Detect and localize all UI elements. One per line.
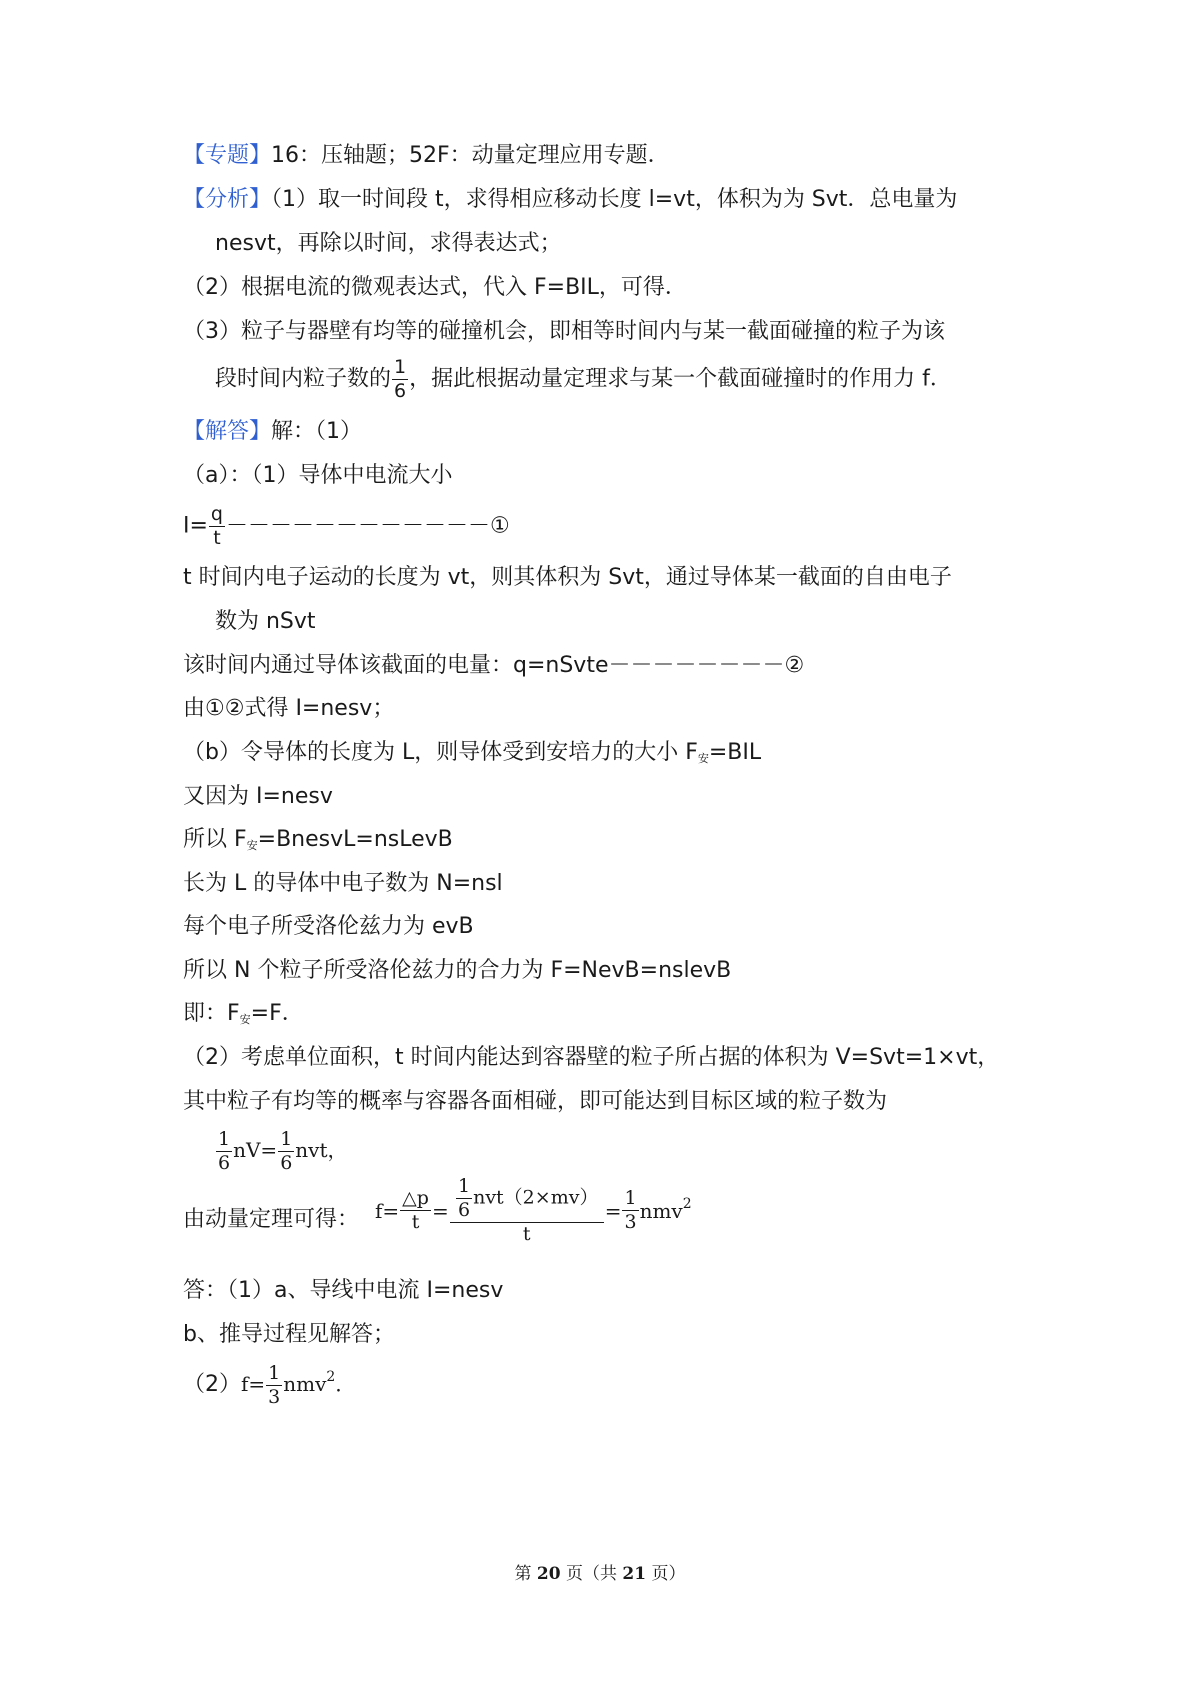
- analysis-line-4: （3）粒子与器壁有均等的碰撞机会，即相等时间内与某一截面碰撞的粒子为该: [183, 319, 945, 344]
- fraction-one-third: $\frac{1}{3}$: [268, 1362, 281, 1408]
- solution-p2-line-2: 其中粒子有均等的概率与容器各面相碰，即可能达到目标区域的粒子数为: [183, 1089, 888, 1114]
- solution-charge-line: 该时间内通过导体该截面的电量：q=nSvte－－－－－－－－②: [183, 653, 805, 678]
- fraction-momentum-big: $\frac{1}{6}$ nvt（2×mv） t: [450, 1177, 604, 1244]
- equation-momentum: f= $\frac{\triangle p}{t}$ = $\frac{1}{6}$ nvt（2×mv） t = $\frac{1}{3}$ nmv$^2$: [375, 1175, 692, 1245]
- solution-tag: 【解答】: [183, 419, 272, 444]
- solution-a-title: （a）：（1）导体中电流大小: [183, 463, 453, 488]
- momentum-label: 由动量定理可得：: [183, 1207, 360, 1232]
- equation-particle-count: $\frac{1}{6}$ nV= $\frac{1}{6}$ nvt，: [218, 1128, 348, 1174]
- solution-total-line: 所以 N 个粒子所受洛伦兹力的合力为 F=NevB=nslevB: [183, 958, 732, 983]
- solution-so-line: 所以 $F_安=BnesvL=nsLevB$: [183, 827, 453, 852]
- fraction-dp-over-t: $\frac{\triangle p}{t}$: [402, 1187, 429, 1233]
- analysis-line-2: nesvt，再除以时间，求得表达式；: [215, 231, 562, 256]
- fraction-one-sixth: $\frac{1}{6}$: [218, 1128, 231, 1174]
- solution-also-line: 又因为 I=nesv: [183, 784, 333, 809]
- topic-text: 16：压轴题；52F：动量定理应用专题．: [271, 143, 670, 168]
- answer-line-1: 答：（1）a、导线中电流 I=nesv: [183, 1278, 504, 1303]
- page-footer: 第 20 页（共 21 页）: [514, 1564, 686, 1584]
- solution-line-1: [183, 417, 362, 447]
- answer-line-2: b、推导过程见解答；: [183, 1322, 395, 1347]
- solution-b-line: （b）令导体的长度为 L，则导体受到安培力的大小 $F_安=BIL$: [183, 740, 762, 765]
- solution-t-line-1: t 时间内电子运动的长度为 vt，则其体积为 Svt，通过导体某一截面的自由电子: [183, 565, 952, 590]
- analysis-line-1: [183, 185, 957, 215]
- solution-lorentz-line: 每个电子所受洛伦兹力为 evB: [183, 914, 474, 939]
- topic-line: [183, 141, 670, 171]
- analysis-tag: 【分析】: [183, 187, 272, 212]
- topic-tag: 【专题】: [183, 143, 272, 168]
- fraction-one-sixth: $\frac{1}{6}$: [280, 1128, 293, 1174]
- page-total: 21: [622, 1564, 647, 1584]
- answer-line-3: （2）f= $\frac{1}{3}$ nmv$^2$．: [183, 1362, 356, 1408]
- solution-t-line-2: 数为 nSvt: [215, 609, 316, 634]
- solution-result-line: 由①②式得 I=nesv；: [183, 696, 395, 721]
- fraction-q-over-t: $\frac{q}{t}$: [210, 503, 223, 549]
- analysis-line-3: （2）根据电流的微观表达式，代入 F=BIL，可得．: [183, 275, 687, 300]
- solution-p2-line-1: （2）考虑单位面积，t 时间内能达到容器壁的粒子所占据的体积为 V=Svt=1×vt，: [183, 1045, 1000, 1070]
- fraction-one-sixth: $\frac{1}{6}$: [394, 356, 407, 402]
- solution-count-line: 长为 L 的导体中电子数为 N=nsl: [183, 871, 503, 896]
- analysis-line-5: [215, 358, 952, 401]
- solution-intro: 解：（1）: [271, 419, 363, 444]
- page-number: 20: [536, 1564, 561, 1584]
- analysis-text-5a: 段时间内粒子数的: [215, 366, 392, 392]
- solution-equal-line: 即：$F_安=F$．: [183, 1001, 304, 1026]
- analysis-text-5b: ，据此根据动量定理求与某一个截面碰撞时的作用力 f．: [409, 366, 952, 392]
- analysis-text-1: （1）取一时间段 t，求得相应移动长度 l=vt，体积为为 Svt．总电量为: [271, 187, 958, 212]
- fraction-one-third: $\frac{1}{3}$: [624, 1187, 637, 1233]
- equation-1: I= $\frac{q}{t}$ －－－－－－－－－－－－①: [183, 503, 510, 549]
